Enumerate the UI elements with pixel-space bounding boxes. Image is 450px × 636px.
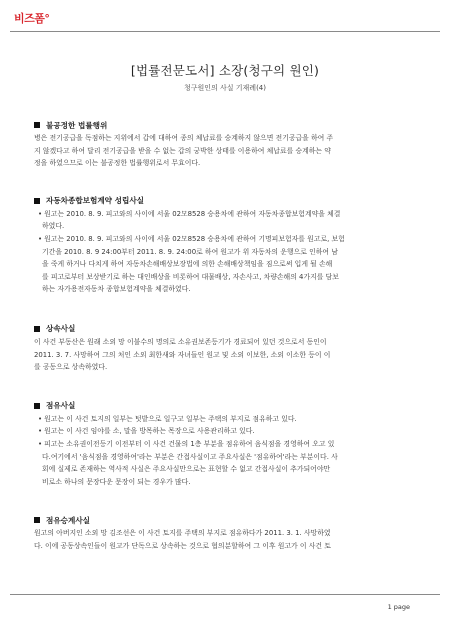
list-item: • 원고는 이 사건 임야를 소, 말을 방목하는 목장으로 사용관리하고 있다. <box>38 427 255 436</box>
paragraph-line: 원고의 아버지인 소외 망 김조선은 이 사건 토지를 주택의 부지로 점유하다가 2011. 3. 1. 사망하였 <box>34 529 331 538</box>
square-bullet-icon <box>34 517 40 523</box>
bullet-dot-icon: • <box>38 414 43 423</box>
bullet-dot-icon: • <box>38 427 43 436</box>
section-heading: 점유사실 <box>34 401 416 411</box>
paragraph-line: 정을 하였으므로 이는 불공정한 법률행위로서 무효이다. <box>34 159 201 168</box>
section-unfair-act <box>34 120 416 170</box>
paragraph-line: 다. 이에 공동상속인들이 원고가 단독으로 상속하는 것으로 협의분할하여 그 이후 원고가 이 사건 토 <box>34 541 331 550</box>
paragraph-line: 이 사건 부동산은 원래 소외 망 이불수의 명의로 소유권보존등기가 경료되어 있던 것으로서 동인이 <box>34 337 327 346</box>
bullet-dot-icon: • <box>38 209 43 218</box>
section-heading: 상속사실 <box>34 324 416 334</box>
document-title: [법률전문도서] 소장(청구의 원인) <box>130 63 320 78</box>
footer-divider <box>10 594 440 595</box>
square-bullet-icon <box>34 198 40 204</box>
section-possession-succession <box>34 515 416 552</box>
square-bullet-icon <box>34 122 40 128</box>
section-possession <box>34 401 416 489</box>
bizforms-logo: 비즈폼° <box>14 12 50 25</box>
paragraph-line: 2011. 3. 7. 사망하여 그의 처인 소외 최한새와 자녀들인 원고 및 소외 이보한, 소외 이소한 등이 이 <box>34 350 331 359</box>
document-body <box>34 120 416 552</box>
section-heading: 점유승계사실 <box>34 515 416 525</box>
section-heading: 불공정한 법률행위 <box>34 120 416 130</box>
paragraph-line: 지 않겠다고 하여 달리 전기공급을 받을 수 없는 갑의 궁박한 상태를 이용하여 체납료를 승계하는 약 <box>34 146 331 155</box>
list-item: • 원고는 2010. 8. 9. 피고와의 사이에 서울 02모8528 승용차에 관하여 자동차종합보험계약을 체결 하였다. <box>38 209 341 231</box>
page-number: 1 page <box>387 603 410 611</box>
list-item: • 피고는 소유권이전등기 이전부터 이 사건 건물의 1층 부분을 점유하여 음식점을 경영하여 오고 있 다.여기에서 '음식점을 경영하여'라는 부분은 간접사실이고 주요사실은 '점유하여'라는 부분이다. 사 회에 실제로 존재하는 역사적 사실은 주요사실만으로는 표현할 수 없고 간접사실이 추가되어야만 비로소 하나의 문장다운 문장이 되는 경우가 많다. <box>38 439 338 486</box>
square-bullet-icon <box>34 403 40 409</box>
section-inheritance <box>34 324 416 374</box>
section-heading: 자동차종합보험계약 성립사실 <box>34 196 416 206</box>
list-item: • 원고는 2010. 8. 9. 피고와의 사이에 서울 02모8528 승용차에 관하여 기명피보험자를 원고로, 보험 기간을 2010. 8. 9 24:00부터 2011. 8. 9. 24:00로 하여 원고가 위 자동차의 운행으로 인하여 남 을 죽게 하거나 다치게 하여 자동차손해배상보장법에 의한 손해배상책임을 짐으로써 입게 될 손해 를 피고로부터 보상받기로 하는 대인배상을 비롯하여 대물배상, 자손사고, 차량손해의 4가지를 담보 하는 자가용전자동차 종합보험계약을 체결하였다. <box>38 234 345 294</box>
square-bullet-icon <box>34 326 40 332</box>
list-item: • 원고는 이 사건 토지의 일부는 텃밭으로 일구고 일부는 주택의 부지로 점유하고 있다. <box>38 414 297 423</box>
paragraph-line: 병은 전기공급을 독점하는 지위에서 갑에 대하여 종의 체납료를 승계하지 않으면 전기공급을 하여 주 <box>34 134 334 142</box>
paragraph-line: 를 공동으로 상속하였다. <box>34 363 108 372</box>
bullet-dot-icon: • <box>38 439 43 448</box>
header-divider <box>10 31 440 32</box>
document-subtitle: 청구원인의 사실 기재례(4) <box>184 84 266 92</box>
section-insurance-contract <box>34 196 416 296</box>
bullet-dot-icon: • <box>38 234 43 243</box>
